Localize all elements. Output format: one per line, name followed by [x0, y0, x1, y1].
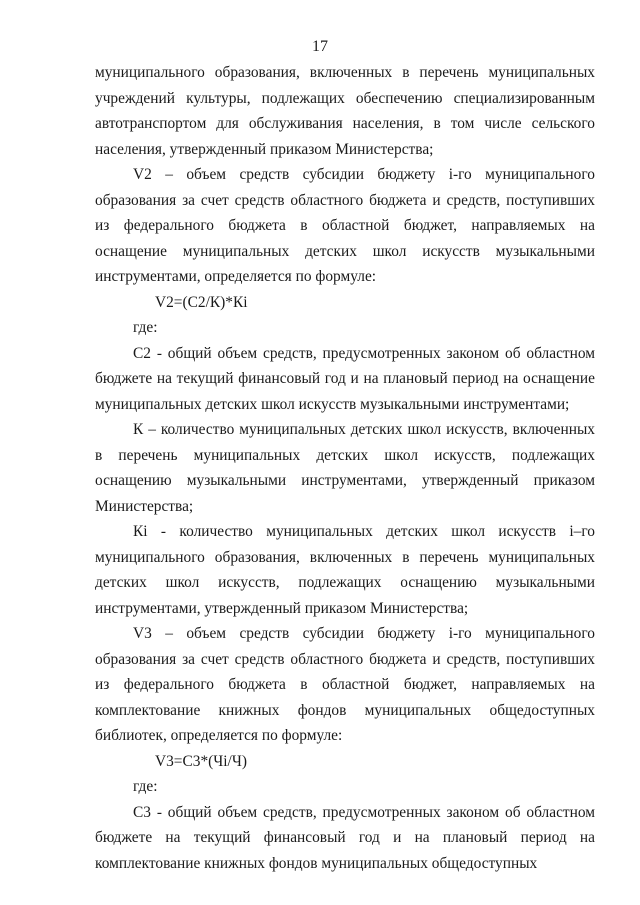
paragraph-c2-definition: С2 - общий объем средств, предусмотренных законом об областном бюджете на текущий финансовый год и на плановый период на оснащение муниципальных детских школ искусств музыкальными инструментами; — [95, 344, 595, 413]
formula-v3: V3=С3*(Чi/Ч) — [155, 752, 247, 770]
paragraph-v3-definition: V3 – объем средств субсидии бюджету i-го муниципального образования за счет средств областного бюджета и средств, поступивших из федерального бюджета в областной бюджет, направляемых на комплектование книжных фондов муниципальных общедоступных библиотек, определяется по формуле: — [95, 625, 595, 744]
page-number: 17 — [312, 38, 328, 55]
paragraph-ki-definition: Кi - количество муниципальных детских школ искусств i–го муниципального образования, включенных в перечень муниципальных детских школ искусств, подлежащих оснащению музыкальными инструментами, утвержденный приказом Министерства; — [95, 523, 595, 617]
where-label: где: — [133, 319, 158, 336]
where-label: где: — [133, 778, 158, 795]
paragraph-c3-definition: С3 - общий объем средств, предусмотренных законом об областном бюджете на текущий финансовый год и на плановый период на комплектование книжных фондов муниципальных общедоступных — [95, 803, 595, 872]
paragraph-k-definition: К – количество муниципальных детских школ искусств, включенных в перечень муниципальных детских школ искусств, подлежащих оснащению музыкальными инструментами, утвержденный приказом Министерства; — [95, 421, 595, 515]
paragraph-v2-definition: V2 – объем средств субсидии бюджету i-го муниципального образования за счет средств областного бюджета и средств, поступивших из федерального бюджета в областной бюджет, направляемых на оснащение муниципальных детских школ искусств музыкальными инструментами, определяется по формуле: — [95, 166, 595, 285]
document-body — [95, 60, 595, 876]
formula-v2: V2=(С2/К)*Кi — [155, 293, 248, 311]
paragraph-continuation: муниципального образования, включенных в перечень муниципальных учреждений культуры, подлежащих обеспечению специализированным автотранспортом для обслуживания населения, в том числе сельского населения, утвержденный приказом Министерства; — [95, 64, 595, 158]
